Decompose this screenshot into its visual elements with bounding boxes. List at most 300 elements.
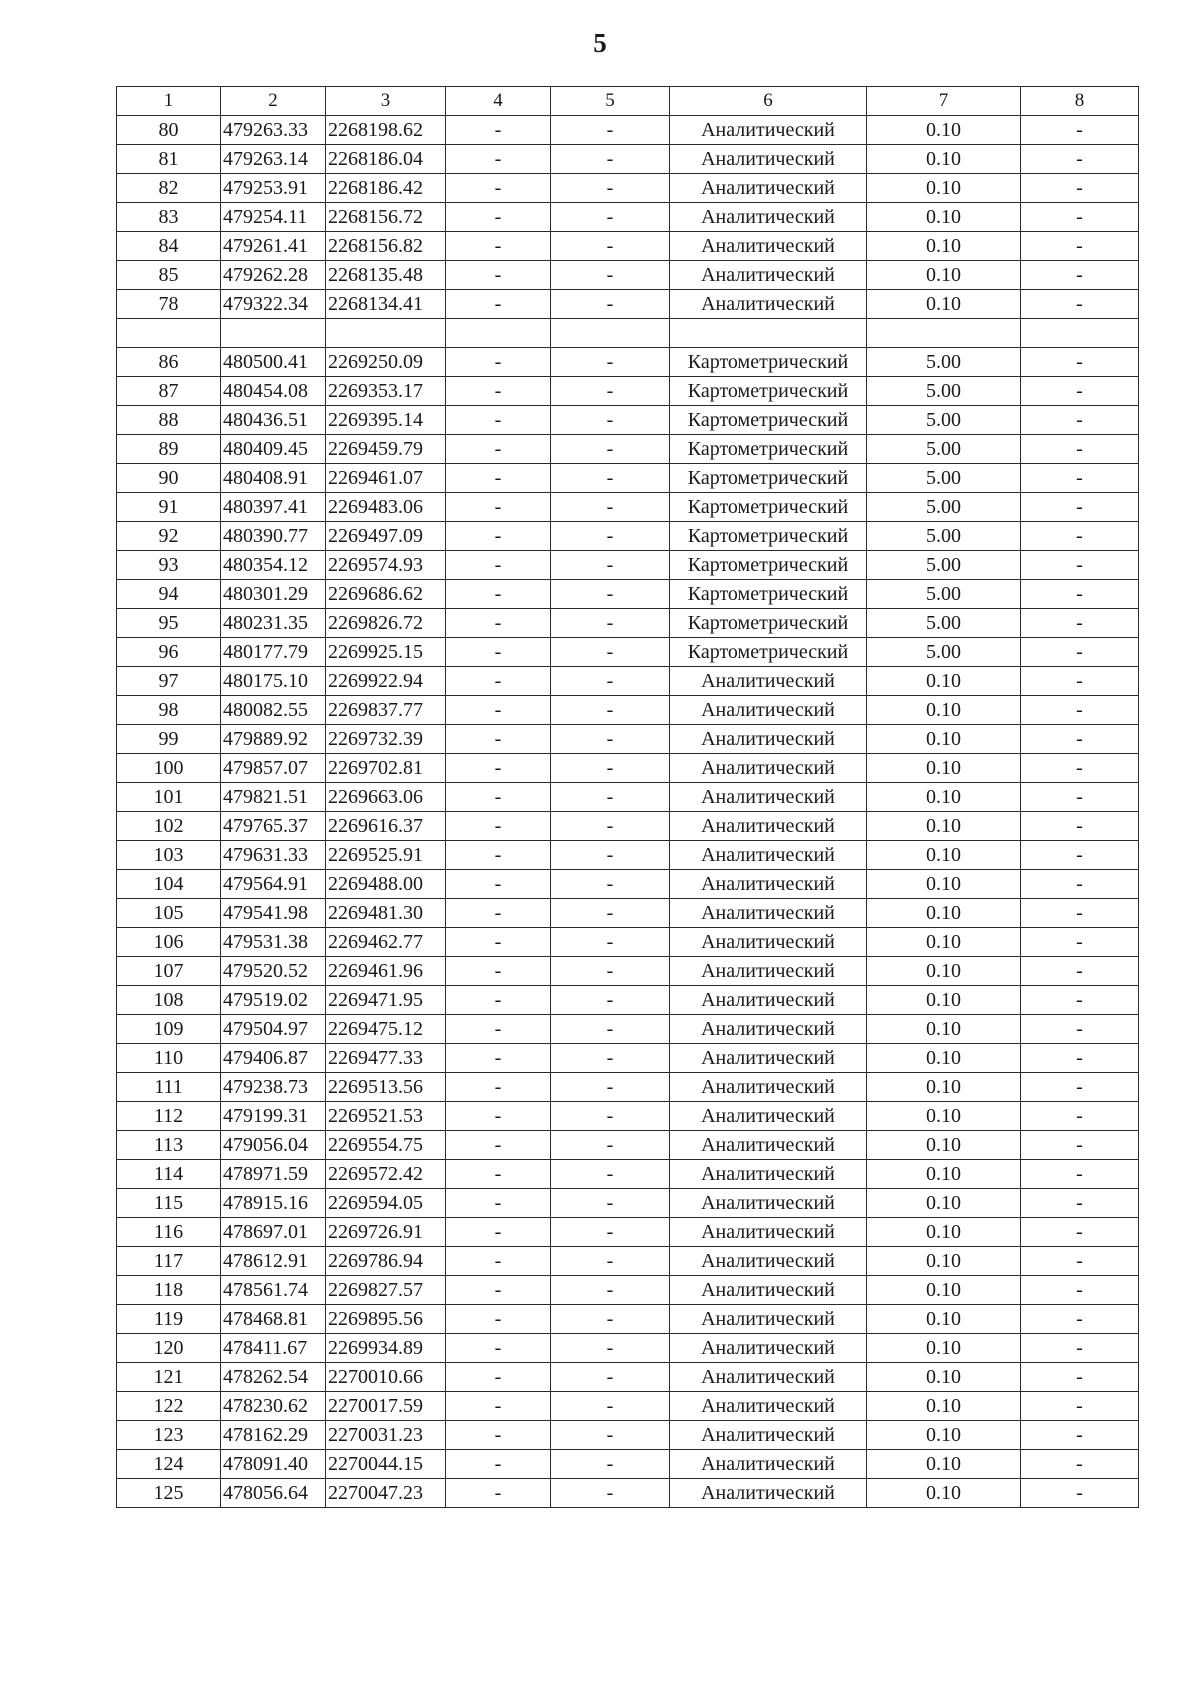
method-cell: Аналитический bbox=[670, 812, 867, 841]
col-8-cell: - bbox=[1021, 841, 1139, 870]
coord-y-cell: 2269461.96 bbox=[326, 957, 446, 986]
method-cell: Картометрический bbox=[670, 435, 867, 464]
method-cell: Аналитический bbox=[670, 1102, 867, 1131]
table-row bbox=[117, 290, 1139, 319]
method-cell: Аналитический bbox=[670, 203, 867, 232]
point-number-cell: 95 bbox=[117, 609, 221, 638]
point-number-cell: 105 bbox=[117, 899, 221, 928]
coord-x-cell bbox=[221, 319, 326, 348]
col-5-cell: - bbox=[551, 638, 670, 667]
accuracy-cell: 5.00 bbox=[867, 609, 1021, 638]
coord-x-cell: 479261.41 bbox=[221, 232, 326, 261]
col-8-cell: - bbox=[1021, 1102, 1139, 1131]
col-8-cell: - bbox=[1021, 1044, 1139, 1073]
col-8-cell: - bbox=[1021, 1305, 1139, 1334]
col-4-cell: - bbox=[446, 957, 551, 986]
col-4-cell: - bbox=[446, 1334, 551, 1363]
coord-x-cell: 479254.11 bbox=[221, 203, 326, 232]
accuracy-cell: 5.00 bbox=[867, 348, 1021, 377]
point-number-cell: 99 bbox=[117, 725, 221, 754]
method-cell: Аналитический bbox=[670, 1015, 867, 1044]
col-4-cell: - bbox=[446, 1189, 551, 1218]
table-row bbox=[117, 1421, 1139, 1450]
col-4-cell: - bbox=[446, 986, 551, 1015]
accuracy-cell: 5.00 bbox=[867, 464, 1021, 493]
col-4-cell: - bbox=[446, 1276, 551, 1305]
accuracy-cell: 0.10 bbox=[867, 1102, 1021, 1131]
coord-x-cell: 479765.37 bbox=[221, 812, 326, 841]
col-4-cell: - bbox=[446, 1044, 551, 1073]
col-8-cell: - bbox=[1021, 899, 1139, 928]
table-row bbox=[117, 783, 1139, 812]
col-4-cell: - bbox=[446, 116, 551, 145]
header-cell: 7 bbox=[867, 87, 1021, 116]
col-4-cell: - bbox=[446, 638, 551, 667]
accuracy-cell: 5.00 bbox=[867, 406, 1021, 435]
col-5-cell: - bbox=[551, 522, 670, 551]
method-cell: Картометрический bbox=[670, 638, 867, 667]
method-cell: Картометрический bbox=[670, 377, 867, 406]
table-row bbox=[117, 1276, 1139, 1305]
coord-y-cell: 2269827.57 bbox=[326, 1276, 446, 1305]
method-cell: Аналитический bbox=[670, 1189, 867, 1218]
coord-y-cell: 2269572.42 bbox=[326, 1160, 446, 1189]
accuracy-cell: 0.10 bbox=[867, 754, 1021, 783]
col-5-cell: - bbox=[551, 232, 670, 261]
col-8-cell: - bbox=[1021, 1276, 1139, 1305]
col-8-cell: - bbox=[1021, 725, 1139, 754]
method-cell: Аналитический bbox=[670, 145, 867, 174]
col-4-cell: - bbox=[446, 812, 551, 841]
col-4-cell: - bbox=[446, 580, 551, 609]
col-4-cell: - bbox=[446, 493, 551, 522]
col-4-cell: - bbox=[446, 1218, 551, 1247]
col-8-cell: - bbox=[1021, 928, 1139, 957]
point-number-cell: 98 bbox=[117, 696, 221, 725]
col-5-cell: - bbox=[551, 696, 670, 725]
point-number-cell: 103 bbox=[117, 841, 221, 870]
coord-y-cell: 2269497.09 bbox=[326, 522, 446, 551]
table-row bbox=[117, 406, 1139, 435]
col-5-cell: - bbox=[551, 1218, 670, 1247]
coord-x-cell: 478056.64 bbox=[221, 1479, 326, 1508]
coord-y-cell: 2269663.06 bbox=[326, 783, 446, 812]
table-row bbox=[117, 1015, 1139, 1044]
point-number-cell: 102 bbox=[117, 812, 221, 841]
coord-y-cell: 2269488.00 bbox=[326, 870, 446, 899]
col-5-cell: - bbox=[551, 870, 670, 899]
col-5-cell: - bbox=[551, 145, 670, 174]
coord-y-cell: 2270017.59 bbox=[326, 1392, 446, 1421]
point-number-cell: 117 bbox=[117, 1247, 221, 1276]
col-5-cell: - bbox=[551, 957, 670, 986]
method-cell: Аналитический bbox=[670, 1131, 867, 1160]
col-5-cell: - bbox=[551, 986, 670, 1015]
point-number-cell: 114 bbox=[117, 1160, 221, 1189]
coord-y-cell: 2270044.15 bbox=[326, 1450, 446, 1479]
point-number-cell: 119 bbox=[117, 1305, 221, 1334]
coord-x-cell: 479262.28 bbox=[221, 261, 326, 290]
method-cell: Аналитический bbox=[670, 1073, 867, 1102]
method-cell: Картометрический bbox=[670, 609, 867, 638]
col-5-cell: - bbox=[551, 928, 670, 957]
method-cell: Картометрический bbox=[670, 580, 867, 609]
coord-x-cell: 480500.41 bbox=[221, 348, 326, 377]
col-5-cell: - bbox=[551, 725, 670, 754]
col-5-cell: - bbox=[551, 290, 670, 319]
method-cell: Аналитический bbox=[670, 232, 867, 261]
accuracy-cell: 0.10 bbox=[867, 841, 1021, 870]
table-body bbox=[117, 116, 1139, 1508]
coord-y-cell: 2269837.77 bbox=[326, 696, 446, 725]
coord-y-cell: 2269475.12 bbox=[326, 1015, 446, 1044]
col-4-cell: - bbox=[446, 348, 551, 377]
method-cell: Аналитический bbox=[670, 841, 867, 870]
col-5-cell: - bbox=[551, 464, 670, 493]
table-row bbox=[117, 580, 1139, 609]
coord-x-cell: 478971.59 bbox=[221, 1160, 326, 1189]
point-number-cell: 88 bbox=[117, 406, 221, 435]
method-cell: Аналитический bbox=[670, 1276, 867, 1305]
table-row bbox=[117, 1247, 1139, 1276]
table-row bbox=[117, 725, 1139, 754]
col-5-cell: - bbox=[551, 116, 670, 145]
coord-x-cell: 479541.98 bbox=[221, 899, 326, 928]
col-8-cell: - bbox=[1021, 290, 1139, 319]
col-4-cell: - bbox=[446, 1450, 551, 1479]
method-cell: Аналитический bbox=[670, 667, 867, 696]
table-row bbox=[117, 435, 1139, 464]
point-number-cell: 120 bbox=[117, 1334, 221, 1363]
table-row bbox=[117, 609, 1139, 638]
method-cell bbox=[670, 319, 867, 348]
table-row bbox=[117, 1305, 1139, 1334]
accuracy-cell: 0.10 bbox=[867, 1363, 1021, 1392]
col-5-cell: - bbox=[551, 783, 670, 812]
col-8-cell: - bbox=[1021, 1015, 1139, 1044]
table-row bbox=[117, 493, 1139, 522]
accuracy-cell: 5.00 bbox=[867, 493, 1021, 522]
col-5-cell: - bbox=[551, 1276, 670, 1305]
col-5-cell: - bbox=[551, 203, 670, 232]
table-row bbox=[117, 1450, 1139, 1479]
method-cell: Аналитический bbox=[670, 986, 867, 1015]
col-5-cell: - bbox=[551, 551, 670, 580]
coord-y-cell: 2268156.72 bbox=[326, 203, 446, 232]
col-4-cell: - bbox=[446, 1073, 551, 1102]
table-row bbox=[117, 1160, 1139, 1189]
col-5-cell: - bbox=[551, 1479, 670, 1508]
point-number-cell: 109 bbox=[117, 1015, 221, 1044]
coord-y-cell: 2269895.56 bbox=[326, 1305, 446, 1334]
accuracy-cell: 5.00 bbox=[867, 580, 1021, 609]
col-5-cell: - bbox=[551, 1131, 670, 1160]
coord-x-cell: 479857.07 bbox=[221, 754, 326, 783]
point-number-cell: 89 bbox=[117, 435, 221, 464]
accuracy-cell: 0.10 bbox=[867, 812, 1021, 841]
accuracy-cell: 0.10 bbox=[867, 1305, 1021, 1334]
method-cell: Аналитический bbox=[670, 1305, 867, 1334]
col-8-cell: - bbox=[1021, 1479, 1139, 1508]
table-row bbox=[117, 1479, 1139, 1508]
accuracy-cell: 0.10 bbox=[867, 870, 1021, 899]
coord-y-cell: 2268156.82 bbox=[326, 232, 446, 261]
coord-x-cell: 479199.31 bbox=[221, 1102, 326, 1131]
method-cell: Картометрический bbox=[670, 406, 867, 435]
col-5-cell: - bbox=[551, 406, 670, 435]
col-8-cell: - bbox=[1021, 1247, 1139, 1276]
point-number-cell: 113 bbox=[117, 1131, 221, 1160]
header-cell: 1 bbox=[117, 87, 221, 116]
col-8-cell: - bbox=[1021, 812, 1139, 841]
coord-x-cell: 479531.38 bbox=[221, 928, 326, 957]
coord-y-cell: 2268134.41 bbox=[326, 290, 446, 319]
coord-x-cell: 479238.73 bbox=[221, 1073, 326, 1102]
table-row bbox=[117, 551, 1139, 580]
col-5-cell: - bbox=[551, 754, 670, 783]
coord-x-cell: 479322.34 bbox=[221, 290, 326, 319]
coord-x-cell: 479263.14 bbox=[221, 145, 326, 174]
accuracy-cell: 0.10 bbox=[867, 1479, 1021, 1508]
col-4-cell: - bbox=[446, 725, 551, 754]
header-cell: 6 bbox=[670, 87, 867, 116]
coord-x-cell: 480231.35 bbox=[221, 609, 326, 638]
point-number-cell: 82 bbox=[117, 174, 221, 203]
coord-x-cell: 478697.01 bbox=[221, 1218, 326, 1247]
col-5-cell: - bbox=[551, 493, 670, 522]
table-row bbox=[117, 899, 1139, 928]
coord-y-cell: 2268186.42 bbox=[326, 174, 446, 203]
col-8-cell: - bbox=[1021, 986, 1139, 1015]
page-number: 5 bbox=[593, 28, 607, 58]
col-4-cell: - bbox=[446, 1247, 551, 1276]
col-4-cell: - bbox=[446, 232, 551, 261]
col-4-cell: - bbox=[446, 841, 551, 870]
col-4-cell: - bbox=[446, 406, 551, 435]
point-number-cell: 94 bbox=[117, 580, 221, 609]
coord-y-cell: 2269726.91 bbox=[326, 1218, 446, 1247]
coord-x-cell: 478262.54 bbox=[221, 1363, 326, 1392]
coord-y-cell: 2270047.23 bbox=[326, 1479, 446, 1508]
col-5-cell: - bbox=[551, 1160, 670, 1189]
coord-y-cell: 2269483.06 bbox=[326, 493, 446, 522]
table-row bbox=[117, 1044, 1139, 1073]
point-number-cell: 123 bbox=[117, 1421, 221, 1450]
accuracy-cell: 0.10 bbox=[867, 1189, 1021, 1218]
coord-y-cell: 2268198.62 bbox=[326, 116, 446, 145]
accuracy-cell: 0.10 bbox=[867, 1334, 1021, 1363]
col-8-cell: - bbox=[1021, 1363, 1139, 1392]
accuracy-cell: 0.10 bbox=[867, 667, 1021, 696]
method-cell: Аналитический bbox=[670, 1450, 867, 1479]
col-8-cell: - bbox=[1021, 609, 1139, 638]
coord-y-cell: 2269461.07 bbox=[326, 464, 446, 493]
coord-y-cell: 2269922.94 bbox=[326, 667, 446, 696]
accuracy-cell: 5.00 bbox=[867, 551, 1021, 580]
coord-y-cell: 2269594.05 bbox=[326, 1189, 446, 1218]
col-8-cell: - bbox=[1021, 1189, 1139, 1218]
col-5-cell: - bbox=[551, 1189, 670, 1218]
col-4-cell: - bbox=[446, 1131, 551, 1160]
header-cell: 3 bbox=[326, 87, 446, 116]
point-number-cell: 125 bbox=[117, 1479, 221, 1508]
col-8-cell: - bbox=[1021, 232, 1139, 261]
col-4-cell: - bbox=[446, 290, 551, 319]
method-cell: Картометрический bbox=[670, 464, 867, 493]
accuracy-cell: 0.10 bbox=[867, 1044, 1021, 1073]
accuracy-cell: 0.10 bbox=[867, 145, 1021, 174]
col-8-cell: - bbox=[1021, 522, 1139, 551]
method-cell: Аналитический bbox=[670, 754, 867, 783]
accuracy-cell: 0.10 bbox=[867, 1247, 1021, 1276]
col-8-cell: - bbox=[1021, 957, 1139, 986]
coord-y-cell: 2269554.75 bbox=[326, 1131, 446, 1160]
method-cell: Аналитический bbox=[670, 1479, 867, 1508]
coord-y-cell: 2269353.17 bbox=[326, 377, 446, 406]
point-number-cell: 84 bbox=[117, 232, 221, 261]
col-8-cell: - bbox=[1021, 1160, 1139, 1189]
coord-x-cell: 480408.91 bbox=[221, 464, 326, 493]
col-5-cell: - bbox=[551, 841, 670, 870]
point-number-cell: 101 bbox=[117, 783, 221, 812]
coord-y-cell: 2269459.79 bbox=[326, 435, 446, 464]
coordinates-table bbox=[116, 86, 1139, 1508]
accuracy-cell: 0.10 bbox=[867, 232, 1021, 261]
col-8-cell: - bbox=[1021, 377, 1139, 406]
col-8-cell: - bbox=[1021, 638, 1139, 667]
coord-y-cell: 2268135.48 bbox=[326, 261, 446, 290]
point-number-cell: 118 bbox=[117, 1276, 221, 1305]
col-4-cell: - bbox=[446, 1102, 551, 1131]
coord-y-cell: 2269250.09 bbox=[326, 348, 446, 377]
col-8-cell: - bbox=[1021, 145, 1139, 174]
table-row bbox=[117, 1189, 1139, 1218]
method-cell: Аналитический bbox=[670, 783, 867, 812]
col-8-cell: - bbox=[1021, 174, 1139, 203]
col-4-cell: - bbox=[446, 928, 551, 957]
col-4-cell: - bbox=[446, 1479, 551, 1508]
table-row bbox=[117, 1102, 1139, 1131]
table-row bbox=[117, 1334, 1139, 1363]
col-4-cell bbox=[446, 319, 551, 348]
coord-x-cell: 479056.04 bbox=[221, 1131, 326, 1160]
table-row bbox=[117, 957, 1139, 986]
col-5-cell: - bbox=[551, 1392, 670, 1421]
coord-x-cell: 480354.12 bbox=[221, 551, 326, 580]
header-cell: 5 bbox=[551, 87, 670, 116]
col-5-cell: - bbox=[551, 174, 670, 203]
col-4-cell: - bbox=[446, 609, 551, 638]
col-4-cell: - bbox=[446, 1015, 551, 1044]
col-4-cell: - bbox=[446, 754, 551, 783]
col-5-cell: - bbox=[551, 1073, 670, 1102]
col-4-cell: - bbox=[446, 174, 551, 203]
col-4-cell: - bbox=[446, 377, 551, 406]
method-cell: Аналитический bbox=[670, 1421, 867, 1450]
coord-y-cell: 2269934.89 bbox=[326, 1334, 446, 1363]
accuracy-cell: 0.10 bbox=[867, 1015, 1021, 1044]
coord-x-cell: 479263.33 bbox=[221, 116, 326, 145]
method-cell: Аналитический bbox=[670, 261, 867, 290]
table-row bbox=[117, 348, 1139, 377]
col-5-cell: - bbox=[551, 1305, 670, 1334]
table-row bbox=[117, 261, 1139, 290]
col-4-cell: - bbox=[446, 783, 551, 812]
accuracy-cell: 0.10 bbox=[867, 928, 1021, 957]
col-8-cell: - bbox=[1021, 116, 1139, 145]
accuracy-cell: 5.00 bbox=[867, 377, 1021, 406]
point-number-cell: 100 bbox=[117, 754, 221, 783]
point-number-cell: 111 bbox=[117, 1073, 221, 1102]
accuracy-cell: 0.10 bbox=[867, 1160, 1021, 1189]
col-8-cell: - bbox=[1021, 348, 1139, 377]
accuracy-cell: 5.00 bbox=[867, 522, 1021, 551]
method-cell: Картометрический bbox=[670, 493, 867, 522]
coord-x-cell: 480454.08 bbox=[221, 377, 326, 406]
col-5-cell: - bbox=[551, 261, 670, 290]
coord-x-cell: 480177.79 bbox=[221, 638, 326, 667]
col-8-cell: - bbox=[1021, 435, 1139, 464]
col-5-cell: - bbox=[551, 377, 670, 406]
coord-y-cell: 2269826.72 bbox=[326, 609, 446, 638]
col-4-cell: - bbox=[446, 696, 551, 725]
col-4-cell: - bbox=[446, 1305, 551, 1334]
coord-x-cell: 479253.91 bbox=[221, 174, 326, 203]
col-4-cell: - bbox=[446, 145, 551, 174]
accuracy-cell: 0.10 bbox=[867, 1218, 1021, 1247]
method-cell: Аналитический bbox=[670, 725, 867, 754]
table-row bbox=[117, 1073, 1139, 1102]
col-5-cell: - bbox=[551, 1015, 670, 1044]
method-cell: Аналитический bbox=[670, 957, 867, 986]
point-number-cell: 83 bbox=[117, 203, 221, 232]
accuracy-cell: 0.10 bbox=[867, 1131, 1021, 1160]
method-cell: Картометрический bbox=[670, 522, 867, 551]
header-cell: 4 bbox=[446, 87, 551, 116]
accuracy-cell: 0.10 bbox=[867, 725, 1021, 754]
coord-x-cell: 478468.81 bbox=[221, 1305, 326, 1334]
method-cell: Аналитический bbox=[670, 1044, 867, 1073]
point-number-cell bbox=[117, 319, 221, 348]
method-cell: Аналитический bbox=[670, 116, 867, 145]
coord-y-cell: 2269574.93 bbox=[326, 551, 446, 580]
col-8-cell: - bbox=[1021, 754, 1139, 783]
coord-y-cell: 2269481.30 bbox=[326, 899, 446, 928]
coord-y-cell: 2270031.23 bbox=[326, 1421, 446, 1450]
col-5-cell: - bbox=[551, 1044, 670, 1073]
col-8-cell: - bbox=[1021, 464, 1139, 493]
col-8-cell: - bbox=[1021, 783, 1139, 812]
table-row bbox=[117, 1392, 1139, 1421]
method-cell: Аналитический bbox=[670, 928, 867, 957]
col-5-cell: - bbox=[551, 1334, 670, 1363]
point-number-cell: 110 bbox=[117, 1044, 221, 1073]
accuracy-cell: 0.10 bbox=[867, 290, 1021, 319]
col-5-cell bbox=[551, 319, 670, 348]
accuracy-cell: 0.10 bbox=[867, 783, 1021, 812]
coord-x-cell: 478915.16 bbox=[221, 1189, 326, 1218]
col-4-cell: - bbox=[446, 551, 551, 580]
accuracy-cell: 5.00 bbox=[867, 435, 1021, 464]
col-5-cell: - bbox=[551, 609, 670, 638]
point-number-cell: 107 bbox=[117, 957, 221, 986]
method-cell: Аналитический bbox=[670, 1247, 867, 1276]
col-8-cell: - bbox=[1021, 1334, 1139, 1363]
table-row bbox=[117, 1363, 1139, 1392]
point-number-cell: 91 bbox=[117, 493, 221, 522]
method-cell: Картометрический bbox=[670, 551, 867, 580]
col-5-cell: - bbox=[551, 667, 670, 696]
